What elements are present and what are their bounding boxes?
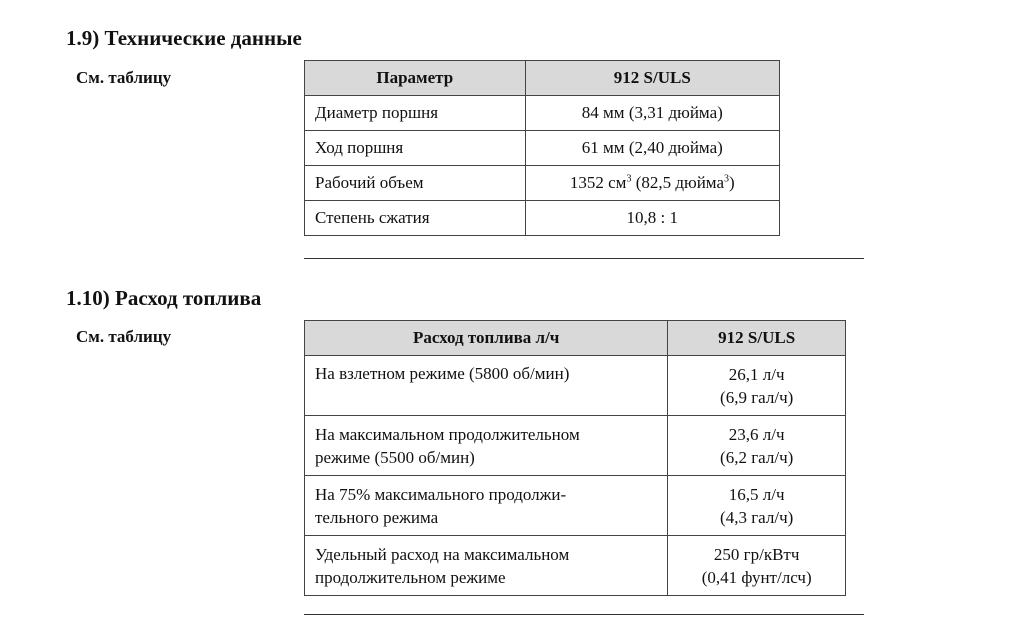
section-divider [304,258,864,259]
column-header-model: 912 S/ULS [668,321,846,356]
value-gallons: (6,2 гал/ч) [720,447,794,467]
table-row [305,416,846,476]
param-text: режиме (5500 об/мин) [315,447,475,467]
section-heading-fuel-consumption: 1.10) Расход топлива [66,286,262,310]
value-text: ) [729,173,735,192]
table-row [305,166,780,201]
table-row [305,131,780,166]
table-row [305,356,846,416]
table-row [305,201,780,236]
param-text: тельного режима [315,507,439,527]
param-cell: Диаметр поршня [305,96,526,131]
param-text: На максимальном продолжительном [315,424,580,444]
param-cell: Ход поршня [305,131,526,166]
value-cell: 10,8 : 1 [525,201,779,236]
param-cell: Степень сжатия [305,201,526,236]
table-header-row [305,61,780,96]
value-imperial: (0,41 фунт/лсч) [701,567,812,587]
param-text: продолжительном режиме [315,567,506,587]
table-row [305,96,780,131]
technical-data-table [304,60,780,236]
see-table-label: См. таблицу [76,327,172,346]
param-text: На 75% максимального продолжи- [315,484,567,504]
value-liters: 23,6 л/ч [728,424,785,444]
param-cell: Рабочий объем [305,166,526,201]
value-cell [668,476,846,536]
column-header-fuel-consumption: Расход топлива л/ч [305,321,668,356]
section-divider [304,614,864,615]
param-cell [305,536,668,596]
table-row [305,536,846,596]
value-text: (82,5 дюйма [631,173,724,192]
value-liters: 16,5 л/ч [728,484,785,504]
value-liters: 26,1 л/ч [728,364,785,384]
value-cell [668,416,846,476]
value-gallons: (4,3 гал/ч) [720,507,794,527]
column-header-parameter: Параметр [305,61,526,96]
table-row [305,476,846,536]
param-cell [305,476,668,536]
value-text: 1352 см [569,173,627,192]
column-header-model: 912 S/ULS [525,61,779,96]
value-cell [668,536,846,596]
table-header-row [305,321,846,356]
value-cell: 61 мм (2,40 дюйма) [525,131,779,166]
superscript: 3 [724,173,729,185]
param-text: На взлетном режиме (5800 об/мин) [315,364,570,383]
value-cell [525,166,779,201]
see-table-label: См. таблицу [76,68,172,87]
section-heading-technical-data: 1.9) Технические данные [66,26,302,50]
param-cell [305,416,668,476]
value-cell: 84 мм (3,31 дюйма) [525,96,779,131]
superscript: 3 [626,173,632,185]
value-metric: 250 гр/кВтч [713,544,800,564]
fuel-consumption-table [304,320,846,596]
value-cell [668,356,846,416]
value-gallons: (6,9 гал/ч) [720,387,794,407]
param-cell [305,356,668,416]
param-text: Удельный расход на максимальном [315,544,570,564]
